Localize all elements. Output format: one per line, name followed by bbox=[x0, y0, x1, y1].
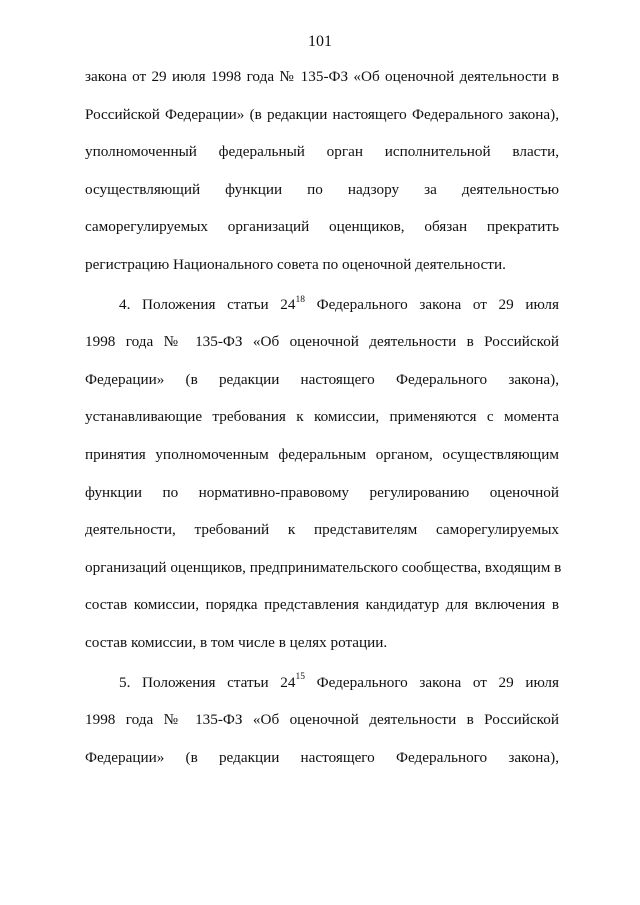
text-line: закона от 29 июля 1998 года № 135-ФЗ «Об оценочной деятельности в bbox=[85, 68, 559, 85]
text-line: состав комиссии, порядка представления кандидатур для включения в bbox=[85, 596, 559, 614]
paragraph-first-line bbox=[85, 294, 559, 332]
paragraph-lead: 4. Положения статьи 24 bbox=[119, 295, 296, 313]
article-superscript: 15 bbox=[295, 672, 305, 683]
paragraph-first-line bbox=[85, 672, 559, 710]
document-body bbox=[85, 66, 562, 784]
text-line: 1998 года № 135-ФЗ «Об оценочной деятельности в Российской bbox=[85, 333, 559, 351]
text-line: Российской Федерации» (в редакции настоящего Федерального закона), bbox=[85, 105, 559, 123]
text-line: регистрацию Национального совета по оценочной деятельности. bbox=[85, 255, 506, 273]
paragraph-4 bbox=[85, 294, 562, 670]
paragraph-continuation bbox=[85, 66, 559, 292]
text-line: 1998 года № 135-ФЗ «Об оценочной деятельности в Российской bbox=[85, 711, 559, 729]
article-superscript: 18 bbox=[295, 294, 305, 305]
paragraph-5 bbox=[85, 672, 559, 785]
text-line: уполномоченный федеральный орган исполнительной власти, bbox=[85, 143, 559, 161]
paragraph-lead-rest: Федерального закона от 29 июля bbox=[305, 673, 559, 691]
text-line: состав комиссии, в том числе в целях ротации. bbox=[85, 633, 388, 651]
text-line: устанавливающие требования к комиссии, применяются с момента bbox=[85, 408, 559, 426]
page-number: 101 bbox=[308, 33, 332, 50]
text-line: принятия уполномоченным федеральным органом, осуществляющим bbox=[85, 445, 559, 463]
text-line: осуществляющий функции по надзору за деятельностью bbox=[85, 180, 559, 198]
text-line: функции по нормативно-правовому регулированию оценочной bbox=[85, 483, 559, 501]
text-line: Федерации» (в редакции настоящего Федерального закона), bbox=[85, 748, 559, 766]
paragraph-lead-rest: Федерального закона от 29 июля bbox=[305, 295, 559, 313]
text-line: саморегулируемых организаций оценщиков, обязан прекратить bbox=[85, 218, 559, 236]
text-line: организаций оценщиков, предпринимательского сообщества, входящим в bbox=[85, 558, 562, 576]
text-line: Федерации» (в редакции настоящего Федерального закона), bbox=[85, 370, 559, 388]
paragraph-lead: 5. Положения статьи 24 bbox=[119, 673, 296, 691]
text-line: деятельности, требований к представителям саморегулируемых bbox=[85, 521, 559, 539]
